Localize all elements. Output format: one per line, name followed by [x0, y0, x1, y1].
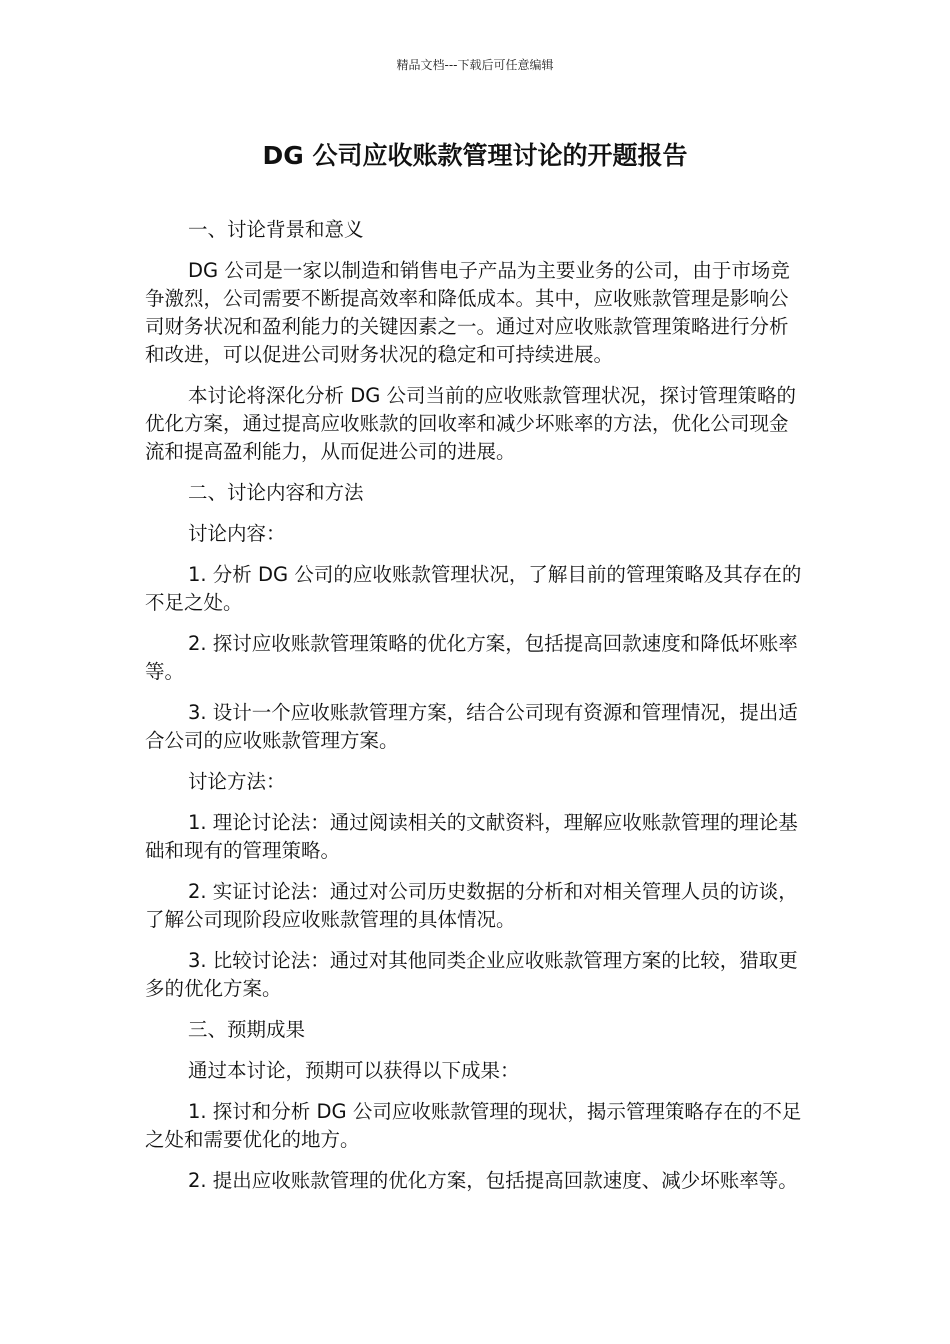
- content-item-2: 2. 探讨应收账款管理策略的优化方案，包括提高回款速度和降低坏账率等。: [145, 632, 798, 683]
- content-item-1: 1. 分析 DG 公司的应收账款管理状况，了解目前的管理策略及其存在的不足之处。: [145, 563, 802, 614]
- content-item-3: 3. 设计一个应收账款管理方案，结合公司现有资源和管理情况，提出适合公司的应收账款管理方案。: [145, 701, 798, 752]
- section-heading-expected-results: 三、预期成果: [188, 1018, 306, 1041]
- subheading-method: 讨论方法：: [188, 770, 286, 793]
- paragraph-background-1: DG 公司是一家以制造和销售电子产品为主要业务的公司，由于市场竞争激烈，公司需要不断提高效率和降低成本。其中，应收账款管理是影响公司财务状况和盈利能力的关键因素之一。通过对应收账款管理策略进行分析和改进，可以促进公司财务状况的稳定和可持续进展。: [145, 259, 790, 366]
- results-intro: 通过本讨论，预期可以获得以下成果：: [188, 1059, 520, 1082]
- paragraph-background-2: 本讨论将深化分析 DG 公司当前的应收账款管理状况，探讨管理策略的优化方案，通过提高应收账款的回收率和减少坏账率的方法，优化公司现金流和提高盈利能力，从而促进公司的进展。: [145, 384, 797, 463]
- method-item-3: 3. 比较讨论法：通过对其他同类企业应收账款管理方案的比较，猎取更多的优化方案。: [145, 949, 798, 1000]
- result-item-2: 2. 提出应收账款管理的优化方案，包括提高回款速度、减少坏账率等。: [188, 1169, 798, 1192]
- subheading-content: 讨论内容：: [188, 522, 286, 545]
- method-item-1: 1. 理论讨论法：通过阅读相关的文献资料，理解应收账款管理的理论基础和现有的管理策略。: [145, 811, 798, 862]
- result-item-1: 1. 探讨和分析 DG 公司应收账款管理的现状，揭示管理策略存在的不足之处和需要优化的地方。: [145, 1100, 802, 1151]
- section-heading-content-method: 二、讨论内容和方法: [188, 481, 364, 504]
- method-item-2: 2. 实证讨论法：通过对公司历史数据的分析和对相关管理人员的访谈，了解公司现阶段应收账款管理的具体情况。: [145, 880, 798, 931]
- section-heading-background: 一、讨论背景和意义: [188, 218, 364, 241]
- page-header: 精品文档---下载后可任意编辑: [396, 58, 554, 72]
- document-body: [145, 216, 807, 1208]
- document-title: DG 公司应收账款管理讨论的开题报告: [262, 141, 688, 170]
